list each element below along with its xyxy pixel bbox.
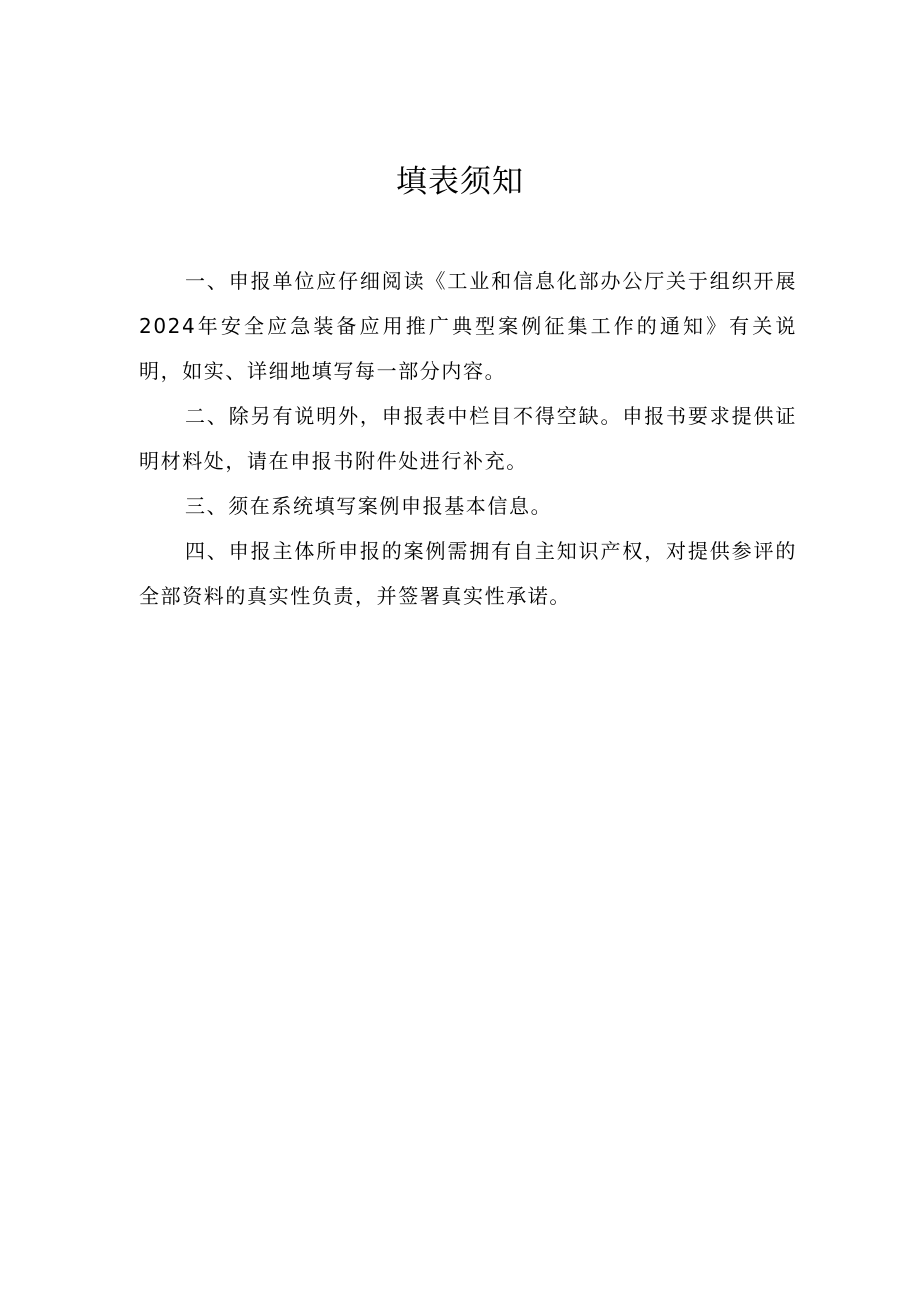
page-title: 填表须知 xyxy=(396,164,524,200)
instructions-body xyxy=(139,259,797,619)
instruction-paragraph-3: 三、须在系统填写案例申报基本信息。 xyxy=(185,494,553,518)
instruction-paragraph-1: 一、申报单位应仔细阅读《工业和信息化部办公厅关于组织开展2024年安全应急装备应用推广典型案例征集工作的通知》有关说明，如实、详细地填写每一部分内容。 xyxy=(139,269,797,383)
instruction-paragraph-2: 二、除另有说明外，申报表中栏目不得空缺。申报书要求提供证明材料处，请在申报书附件处进行补充。 xyxy=(139,404,797,473)
instruction-paragraph-4: 四、申报主体所申报的案例需拥有自主知识产权，对提供参评的全部资料的真实性负责，并签署真实性承诺。 xyxy=(139,539,797,608)
